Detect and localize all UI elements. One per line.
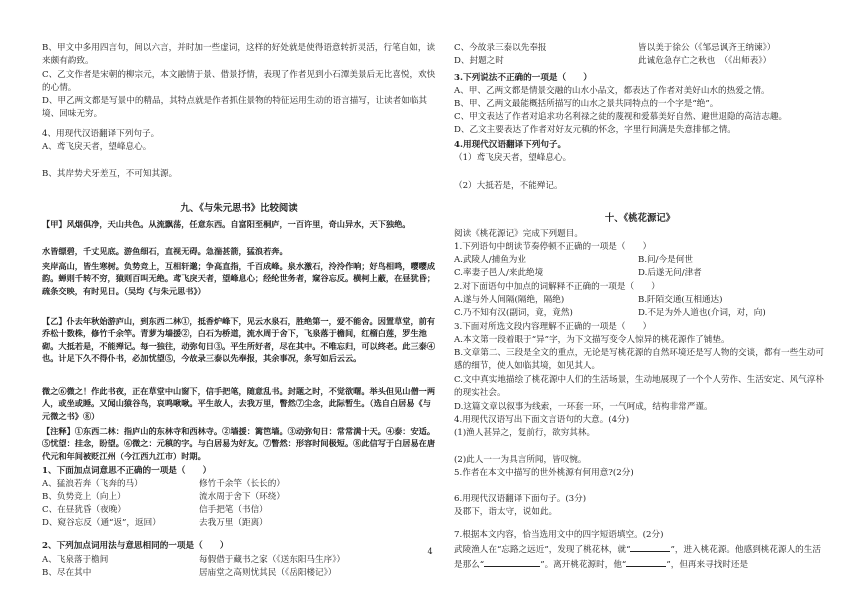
option-right: 居庙堂之高则忧其民（《岳阳楼记》） (199, 567, 337, 578)
question-4-1: （1）鸢飞戾天者，望峰息心。 (454, 153, 572, 163)
option-left: C.率妻子邑人/来此绝境 (454, 267, 544, 278)
option-row (42, 567, 436, 580)
question-2-options-cont (454, 42, 826, 68)
option-right: B.问/今是何世 (638, 255, 693, 265)
option-left: B、尽在其中 (42, 567, 92, 578)
question-4b: B、其岸势犬牙差互，不可知其源。 (42, 169, 178, 179)
right-column (454, 0, 826, 589)
option-right: D.不足为外人道也(介词，对，向) (638, 307, 766, 318)
option-left: A、飞泉落于檐间 (42, 555, 109, 565)
option-left: A.遂与外人间隔(隔绝，隔绝) (454, 295, 565, 305)
fill-text-b: ”，进入桃花源。他感到桃花源人的生活是那么“ (454, 545, 821, 570)
option-d: D、甲乙两文都是写景中的精品，其特点就是作者抓住景物的特征运用生动的语言描写，让读者如临其境、回味无穷。 (42, 96, 428, 119)
t-question-3-b: B.文章第二、三段是全文的重点，无论是写桃花源的自然环境还是写人物的交谈，都有一些生动可感的细节，使人如临其境，如见其人。 (454, 348, 824, 371)
option-right: 每假借于藏书之家（《送东阳马生序》） (199, 555, 346, 565)
question-1: 1、下面加点词意思不正确的一项是（ ） (42, 466, 212, 476)
option: B、甲、乙两文最能概括所描写的山水之景共同特点的一个字是“绝”。 (454, 98, 719, 109)
answer-blank-3[interactable] (626, 557, 666, 567)
option-row (454, 42, 826, 55)
left-column (42, 0, 436, 589)
t-question-3-c: C.文中真实地描绘了桃花源中人们的生活场景，生动地展现了一个个人劳作、生活安定、风气淳朴的现实社会。 (454, 375, 824, 398)
passage-jia-2: 水皆缥碧，千丈见底。游鱼细石，直视无碍。急湍甚箭，猛浪若奔。 (42, 246, 288, 256)
t-question-3-d: D.这篇文章以叙事为线索，一环套一环，一气呵成，结构非常严谨。 (454, 402, 713, 412)
question-3: 3.下列说法不正确的一项是（ ） (454, 73, 592, 83)
option-row (454, 267, 826, 280)
question-4: 4.用现代汉语翻译下列句子。 (454, 140, 567, 150)
option-row (42, 491, 436, 504)
option-left: D、封题之时 (454, 55, 504, 66)
option-b: B、甲文中多用四言句，间以六言，并时加一些虚词，这样的好处就是使得语意转折灵活，行笔自如，读来颇有韵致。 (42, 43, 436, 66)
option-row (454, 307, 826, 320)
t-question-4-2: (2)此人一一为具言所闻，皆叹惋。 (454, 455, 587, 465)
section-9-title: 九、《与朱元思书》比较阅读 (180, 203, 298, 214)
notes: 【注释】①东西二林：指庐山的东林寺和西林寺。②墙援：篱笆墙。③动弥旬日：常常满十天。④泰：安适。⑤忧望：挂念，盼望。⑥微之：元稹的字。与白居易为好友。⑦瞥然：形容时间极短。⑧此信写于白居易在唐代元和年间被贬江州（今江西九江市）时期。 (42, 426, 436, 461)
option-left: B、负势竞上（向上） (42, 491, 126, 502)
t-question-3: 3.下面对所选文段内容理解不正确的一项是（ ） (454, 322, 652, 332)
t-question-6-sentence: 及郡下，诣太守，说如此。 (454, 507, 558, 517)
option-row (42, 504, 436, 517)
t-question-2-options (454, 294, 826, 320)
question-4a: A、鸢飞戾天者，望峰息心。 (42, 142, 152, 152)
t-question-6: 6.用现代汉语翻译下面句子。(3分) (454, 494, 587, 504)
option-right: B.阡陌交通(互相通达) (638, 295, 723, 305)
option-row (454, 55, 826, 68)
option-right: D.后遂无问/津者 (638, 267, 702, 278)
passage-jia: 【甲】风烟俱净，天山共色。从流飘荡，任意东西。自富阳至桐庐，一百许里，奇山异水，天下独绝。 (42, 219, 411, 229)
option-row (42, 517, 436, 530)
section-10-intro: 阅读《桃花源记》完成下列题目。 (454, 229, 583, 239)
t-question-5: 5.作者在本文中描写的世外桃源有何用意?(2分) (454, 468, 634, 478)
option: D、乙文主要表达了作者对好友元稹的怀念，字里行间满是失意排郁之情。 (454, 124, 736, 135)
question-3-options (454, 85, 826, 137)
option-right: 信手把笔（书信） (199, 504, 268, 515)
question-4: 4、用现代汉语翻译下列句子。 (42, 129, 160, 139)
page-number: 4 (427, 547, 433, 556)
passage-yi: 【乙】仆去年秋始游庐山，到东西二林①，抵香炉峰下，见云水泉石，胜绝第一，爱不能舍。因置草堂，前有乔松十数株，修竹千余竿。青萝为墙援②，白石为桥道，流水周于舍下，飞泉落于檐间，红榴白莲，罗生池砌。大抵若是，不能殚记。每一独往，动弥旬日③。平生所好者，尽在其中。不唯忘归，可以终老。此三泰④也。计足下久不得仆书，必加忧望⑤，今故录三泰以先奉报，其余事况，条写如后云云。 (42, 316, 436, 363)
option-right: 流水周于舍下（环绕） (199, 491, 285, 502)
option-left: D、窥谷忘反（通“返”，返回） (42, 517, 161, 528)
t-question-3-a: A.本文第一段着眼于“异”字，为下文描写变令人惊异的桃花源作了铺垫。 (454, 335, 730, 345)
option-right: 修竹千余竿（长长的） (199, 479, 285, 489)
t-question-1: 1.下列语句中朗读节奏停顿不正确的一项是（ ） (454, 242, 652, 252)
t-question-4-1: (1)渔人甚异之，复前行，欲穷其林。 (454, 428, 596, 438)
question-2: 2、下列加点词用法与意思相同的一项是（ ） (42, 541, 229, 551)
option-left: C、今故录三泰以先奉报 (454, 43, 547, 53)
question-4-2: （2）大抵若是，不能殚记。 (454, 181, 563, 191)
t-question-4: 4.用现代汉语写出下面文言语句的大意。(4分) (454, 415, 630, 425)
option-row (42, 478, 436, 491)
section-10-title: 十、《桃花源记》 (604, 213, 676, 224)
passage-yi-2: 微之⑥微之！作此书夜，正在草堂中山窗下，信手把笔，随意乱书。封题之时，不觉欲曙。举头但见山僧一两人，或坐或睡。又闻山猿谷鸟，哀鸣啾啾。平生故人，去我万里，瞥然⑦尘念，此际暂生。（选自白居易《与元微之书》⑧） (42, 386, 436, 421)
option-right: 去我万里（距离） (199, 517, 268, 528)
t-question-1-options (454, 254, 826, 280)
passage-jia-3: 夹岸高山，皆生寒树。负势竞上，互相轩邈；争高直指，千百成峰。泉水激石，泠泠作响；好鸟相鸣，嘤嘤成韵。蝉则千转不穷，猿则百叫无绝。鸢飞戾天者，望峰息心；经纶世务者，窥谷忘反。横柯上蔽，在昼犹昏；疏条交映，有时见日。（吴均《与朱元思书》） (42, 261, 436, 296)
option-right: 此诚危急存亡之秋也 （《出师表》） (638, 55, 772, 66)
option-left: A.武陵人/捕鱼为业 (454, 255, 526, 265)
t-question-7: 7.根据本文内容，恰当选用文中的四字短语填空。(2分) (454, 530, 664, 540)
option: A、甲、乙两文都是情景交融的山水小品文，都表达了作者对美好山水的热爱之情。 (454, 86, 770, 96)
option-left: A、猛浪若奔（飞奔的马） (42, 479, 143, 489)
option: C、甲文表达了作者对追求功名利禄之徒的蔑视和爱慕美好自然、避世退隐的高洁志趣。 (454, 111, 788, 122)
question-1-options (42, 478, 436, 530)
answer-blank-2[interactable] (484, 557, 540, 567)
option-right: 皆以美于徐公（《邹忌讽齐王纳谏》） (638, 43, 776, 53)
option-left: C.乃不知有汉(副词，竟，竟然) (454, 307, 573, 318)
option-c: C、乙文作者是宋朝的柳宗元，本文融情于景、借景抒情，表现了作者见到小石潭美景后无比喜悦，欢快的心情。 (42, 70, 436, 93)
t-question-2: 2.对下面语句中加点的词解释不正确的一项是（ ） (454, 282, 660, 292)
fill-text-a: 武陵渔人在“忘路之远近”，发现了桃花林，就“ (454, 545, 631, 555)
fill-text-d: ”，但再来寻找时还是 (666, 559, 749, 570)
option-left: C、在昼犹昏（夜晚） (42, 504, 126, 515)
option-row (454, 294, 826, 307)
fill-text-c: ”。离开桃花源时，他“ (540, 559, 627, 570)
option-row (454, 254, 826, 267)
